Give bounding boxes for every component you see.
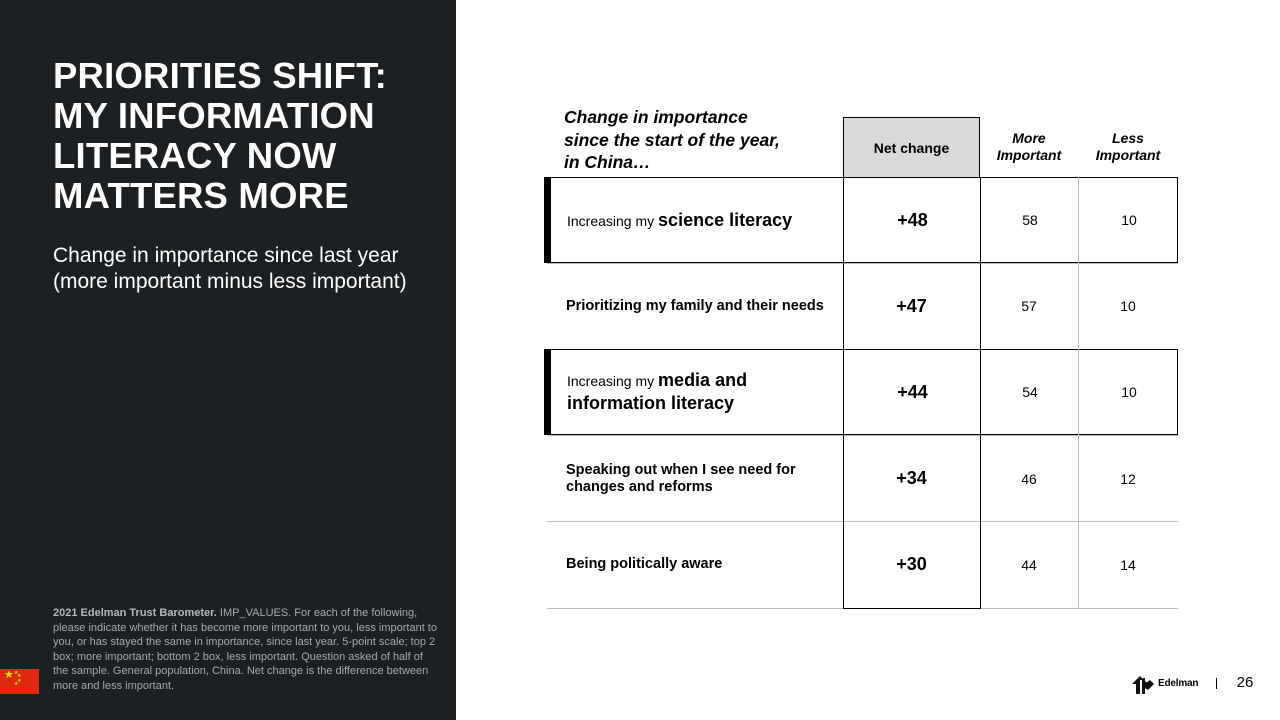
table-row bbox=[547, 436, 1178, 522]
table-row bbox=[547, 522, 1178, 608]
less-important-value: 14 bbox=[1120, 556, 1136, 573]
row-label-main: media and information literacy bbox=[567, 370, 748, 414]
less-important-value: 10 bbox=[1121, 212, 1137, 228]
page-number: 26 bbox=[1236, 674, 1254, 691]
footer-divider bbox=[1216, 678, 1217, 689]
table-row bbox=[547, 349, 1178, 435]
more-important-header: More Important bbox=[996, 130, 1062, 163]
net-change-value: +44 bbox=[897, 381, 928, 402]
row-accent-bar bbox=[544, 177, 551, 263]
china-flag-icon: ★ ★ ★ ★ ★ bbox=[0, 669, 39, 694]
row-label bbox=[566, 436, 836, 522]
row-label-main: Prioritizing my family and their needs bbox=[566, 297, 824, 314]
row-label-main: Being politically aware bbox=[566, 556, 723, 573]
net-change-header: Net change bbox=[843, 117, 980, 178]
footnote bbox=[53, 606, 438, 693]
row-accent-bar bbox=[544, 349, 551, 435]
row-label bbox=[566, 263, 836, 349]
row-label-prefix: Increasing my bbox=[567, 373, 659, 390]
more-important-value: 44 bbox=[1021, 556, 1037, 573]
net-change-value: +30 bbox=[896, 554, 927, 575]
row-label bbox=[567, 178, 837, 262]
less-important-value: 10 bbox=[1120, 298, 1136, 315]
net-change-value: +34 bbox=[896, 468, 927, 489]
less-important-value: 10 bbox=[1121, 384, 1137, 401]
left-panel bbox=[0, 0, 456, 720]
net-col-bottom-border bbox=[843, 608, 981, 609]
row-label-main: Speaking out when I see need for changes and reforms bbox=[566, 461, 796, 495]
page-title: PRIORITIES SHIFT: MY INFORMATION LITERACY NOW MATTERS MORE bbox=[53, 55, 387, 216]
net-col-left-border bbox=[843, 177, 844, 608]
table-header-label: Change in importance since the start of the year, in China… bbox=[564, 107, 780, 172]
row-label bbox=[567, 350, 837, 434]
more-important-value: 58 bbox=[1022, 212, 1038, 228]
less-col-left-border bbox=[1078, 177, 1079, 608]
more-important-value: 57 bbox=[1021, 298, 1037, 315]
table-row bbox=[547, 177, 1178, 263]
row-label bbox=[566, 522, 836, 608]
table-row bbox=[547, 263, 1178, 349]
net-change-value: +47 bbox=[896, 295, 927, 316]
footnote-text: IMP_VALUES. For each of the following, please indicate whether it has become more important to you, less important to you, or has stayed the same in importance, since last year. 5-point scale; top 2 box; more important; bottom 2 box, less important. Question asked of half of the sample. General population, China. Net change is the difference between more and less important. bbox=[53, 607, 437, 692]
less-important-value: 12 bbox=[1120, 470, 1136, 487]
less-important-header: Less Important bbox=[1095, 130, 1161, 163]
net-col-right-border bbox=[980, 177, 981, 608]
row-label-prefix: Increasing my bbox=[567, 212, 659, 229]
brand-name: Edelman bbox=[1158, 678, 1199, 689]
footnote-source: 2021 Edelman Trust Barometer. bbox=[53, 607, 217, 619]
net-change-value: +48 bbox=[897, 209, 928, 230]
row-label-main: science literacy bbox=[658, 209, 793, 230]
page-subtitle: Change in importance since last year (more important minus less important) bbox=[53, 244, 407, 293]
more-important-value: 54 bbox=[1022, 384, 1038, 401]
more-important-value: 46 bbox=[1021, 470, 1037, 487]
